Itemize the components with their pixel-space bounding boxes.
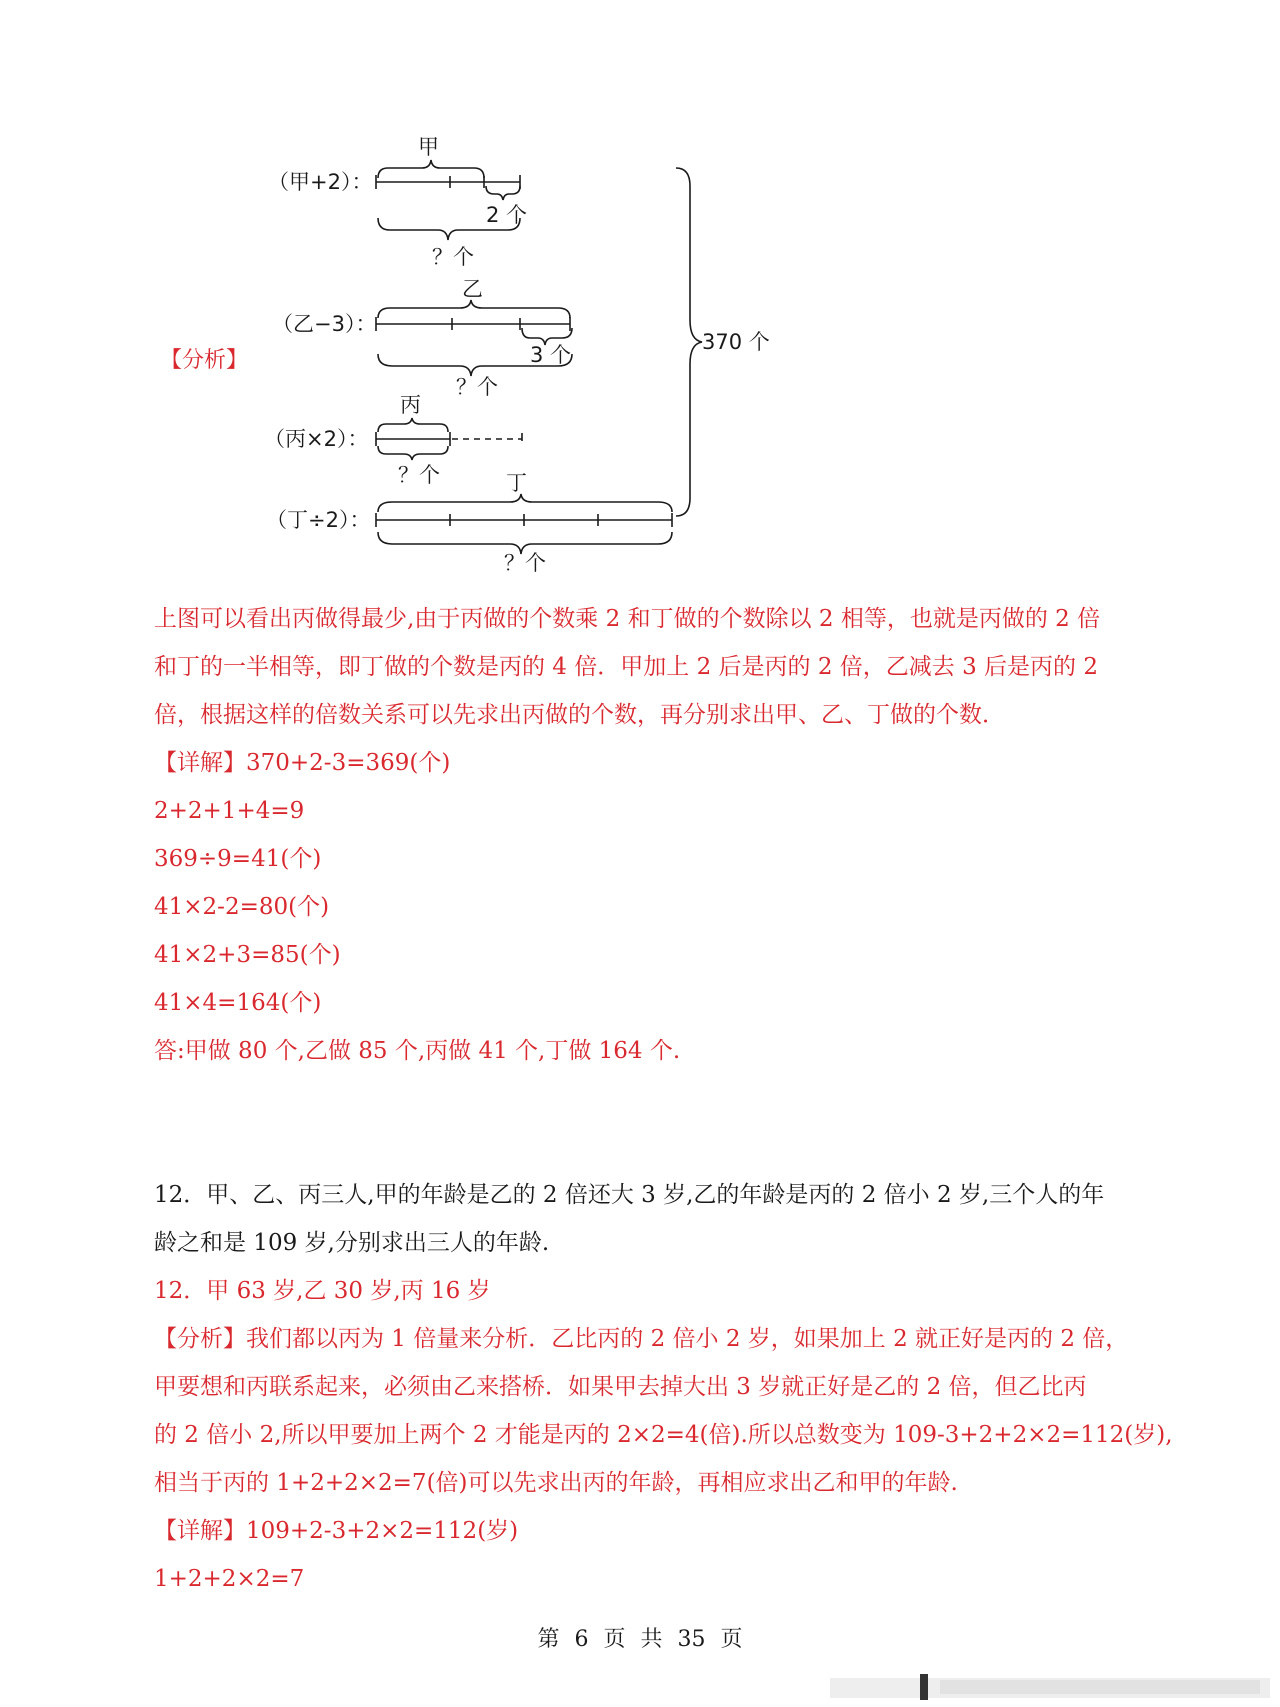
- bing-bottom-brace: [378, 446, 448, 460]
- row-bing-total-label: ？个: [398, 463, 440, 487]
- detail-line-5: 41×2+3=85(个): [154, 942, 341, 968]
- sum-label: 370 个: [702, 330, 770, 354]
- detail-line-3: 369÷9=41(个): [154, 846, 322, 872]
- jia-extra-brace: [486, 186, 520, 200]
- q12-analysis-line-3: 的 2 倍小 2,所以甲要加上两个 2 才能是丙的 2×2=4(倍).所以总数变为 109-3+2+2×2=112(岁),: [154, 1422, 1173, 1448]
- bar-model-diagram: [0, 0, 1280, 600]
- footer-total-pages: 35: [677, 1627, 706, 1652]
- q12-question-line-1: 12．甲、乙、丙三人,甲的年龄是乙的 2 倍还大 3 岁,乙的年龄是丙的 2 倍小 2 岁,三个人的年: [154, 1182, 1105, 1208]
- row-ding-label: （丁÷2）：: [266, 508, 371, 532]
- detail-line-6: 41×4=164(个): [154, 990, 322, 1016]
- analysis-line-1: 上图可以看出丙做得最少,由于丙做的个数乘 2 和丁做的个数除以 2 相等，也就是丙做的 2 倍: [154, 606, 1101, 632]
- footer-page-number: 6: [574, 1627, 589, 1652]
- row-bing-label: （丙×2）：: [264, 427, 369, 451]
- q12-analysis-line-1: 【分析】我们都以丙为 1 倍量来分析．乙比丙的 2 倍小 2 岁，如果加上 2 就正好是丙的 2 倍，: [154, 1326, 1129, 1352]
- jia-top-brace: [378, 160, 484, 178]
- q12-analysis-line-4: 相当于丙的 1+2+2×2=7(倍)可以先求出丙的年龄，再相应求出乙和甲的年龄.: [154, 1470, 958, 1496]
- footer-gong: 共: [640, 1627, 663, 1652]
- footer-ye: 页: [603, 1627, 626, 1652]
- row-ding-top-label: 丁: [506, 471, 527, 495]
- q12-detail-line-2: 1+2+2×2=7: [154, 1566, 305, 1592]
- detail-line-4: 41×2-2=80(个): [154, 894, 330, 920]
- detail-line-1: 【详解】370+2-3=369(个): [154, 750, 451, 776]
- row-yi-total-label: ？个: [456, 375, 498, 399]
- answer-line: 答:甲做 80 个,乙做 85 个,丙做 41 个,丁做 164 个.: [154, 1038, 681, 1064]
- row-jia-label: （甲+2）：: [268, 170, 373, 194]
- yi-top-brace: [378, 300, 570, 318]
- analysis-tag-diagram: 【分析】: [160, 348, 249, 373]
- sum-brace: [676, 168, 702, 516]
- q12-analysis-line-2: 甲要想和丙联系起来，必须由乙来搭桥．如果甲去掉大出 3 岁就正好是乙的 2 倍，但乙比丙: [154, 1374, 1087, 1400]
- analysis-line-2: 和丁的一半相等，即丁做的个数是丙的 4 倍．甲加上 2 后是丙的 2 倍，乙减去 3 后是丙的 2: [154, 654, 1098, 680]
- row-jia-extra-label: 2 个: [486, 203, 528, 227]
- row-jia-total-label: ？个: [432, 245, 474, 269]
- row-yi-extra-label: 3 个: [530, 343, 572, 367]
- row-bing-top-label: 丙: [400, 393, 421, 417]
- detail-line-2: 2+2+1+4=9: [154, 798, 305, 824]
- row-yi-label: （乙−3）：: [272, 312, 377, 336]
- q12-question-line-2: 龄之和是 109 岁,分别求出三人的年龄.: [154, 1230, 550, 1256]
- footer-di: 第: [537, 1627, 560, 1652]
- row-jia-top-label: 甲: [418, 135, 439, 159]
- footer-ye-2: 页: [720, 1627, 743, 1652]
- row-ding-total-label: ？个: [504, 551, 546, 575]
- q12-detail-line-1: 【详解】109+2-3+2×2=112(岁): [154, 1518, 519, 1544]
- analysis-line-3: 倍，根据这样的倍数关系可以先求出丙做的个数，再分别求出甲、乙、丁做的个数．: [154, 702, 1005, 728]
- ding-top-brace: [378, 494, 672, 512]
- row-yi-top-label: 乙: [462, 277, 483, 301]
- watermark-graphic: [830, 1672, 1270, 1702]
- bing-top-brace: [378, 418, 448, 432]
- page-footer: [0, 1622, 1280, 1653]
- q12-answer: 12．甲 63 岁,乙 30 岁,丙 16 岁: [154, 1278, 491, 1304]
